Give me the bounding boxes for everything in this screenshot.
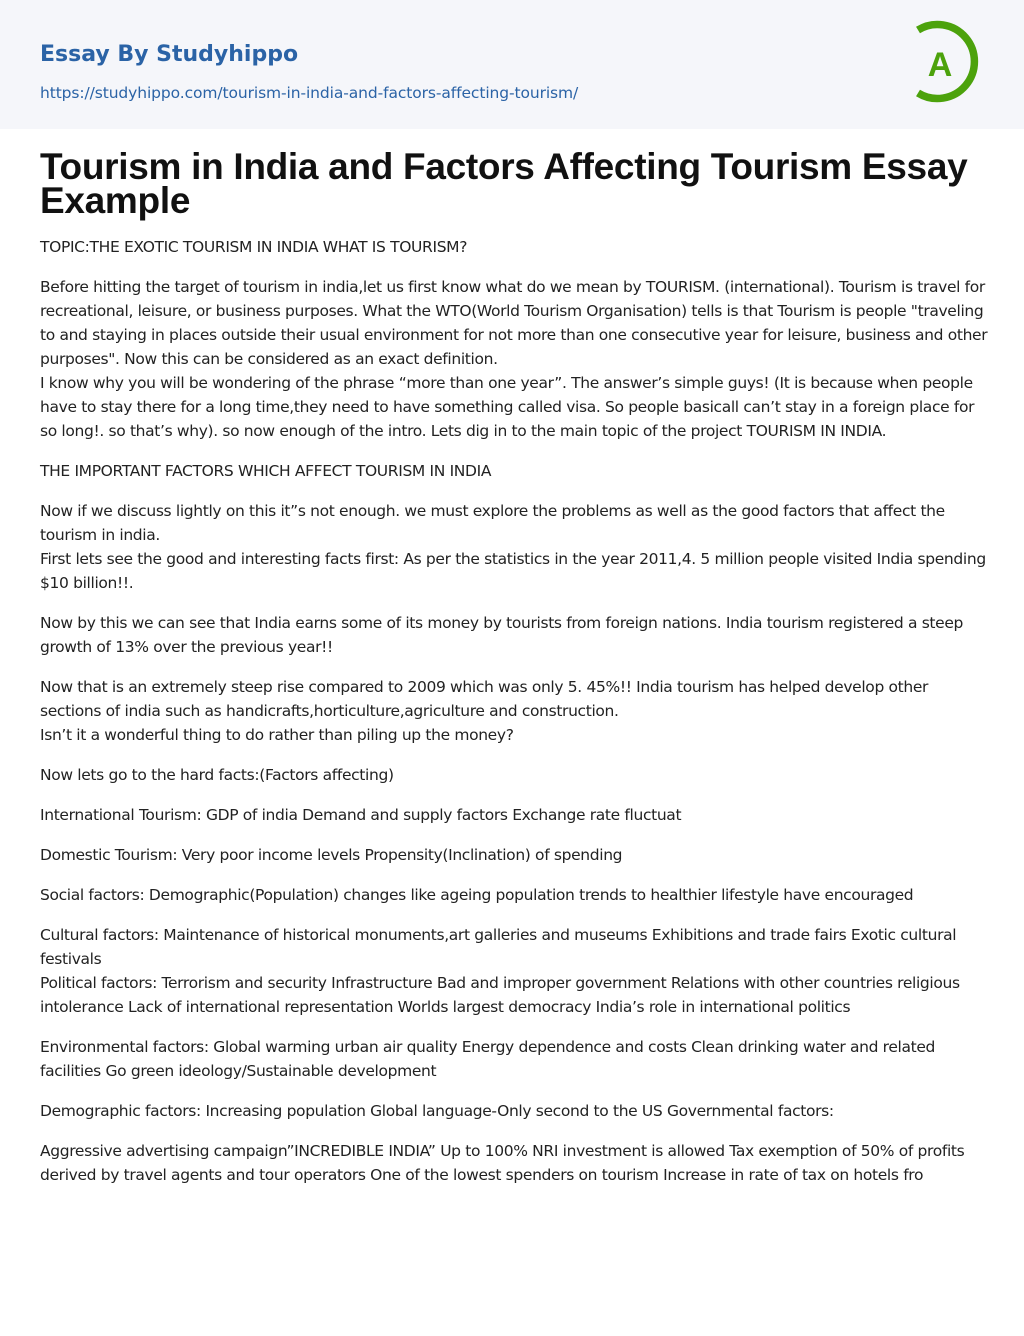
paragraph-line: Before hitting the target of tourism in india,let us first know what do we mean by TOURISM. (international). Tourism is travel for recreational, leisure, or business purposes. What the WTO(World Tourism Organisation) tells is that Tourism is people "traveling to and staying in places outside their usual environment for not more than one consecutive year for leisure, business and other purposes". Now this can be considered as an exact definition. — [40, 278, 988, 368]
paragraph-line: Cultural factors: Maintenance of historical monuments,art galleries and museums Exhibitions and trade fairs Exotic cultural festivals — [40, 926, 957, 968]
governmental-factors-paragraph — [40, 1139, 990, 1187]
paragraph-line: Environmental factors: Global warming urban air quality Energy dependence and costs Clean drinking water and related facilities Go green ideology/Sustainable development — [40, 1038, 936, 1080]
international-tourism-paragraph — [40, 803, 990, 827]
essay-title: Tourism in India and Factors Affecting Tourism Essay Example — [40, 146, 968, 221]
paragraph-line: Now by this we can see that India earns some of its money by tourists from foreign nations. India tourism registered a steep growth of 13% over the previous year!! — [40, 614, 964, 656]
earnings-paragraph — [40, 611, 990, 659]
demographic-factors-paragraph — [40, 1099, 990, 1123]
paragraph-line: Domestic Tourism: Very poor income levels Propensity(Inclination) of spending — [40, 846, 623, 864]
paragraph-line: I know why you will be wondering of the phrase “more than one year”. The answer’s simple guys! (It is because when people have to stay there for a long time,they need to have something called visa. So people basicall can’t stay in a foreign place for so long!. so that’s why). so now enough of the intro. Lets dig in to the main topic of the project TOURISM IN INDIA. — [40, 374, 975, 440]
paragraph-line: Now lets go to the hard facts:(Factors affecting) — [40, 766, 394, 784]
essay-content — [0, 146, 1024, 1187]
site-header — [0, 0, 1024, 129]
brand-title: Essay By Studyhippo — [40, 42, 299, 67]
paragraph-line: Social factors: Demographic(Population) changes like ageing population trends to healthier lifestyle have encouraged — [40, 886, 914, 904]
essay-body — [40, 235, 990, 1187]
studyhippo-logo-icon[interactable] — [912, 20, 986, 104]
domestic-tourism-paragraph — [40, 843, 990, 867]
environmental-factors-paragraph — [40, 1035, 990, 1083]
growth-paragraph — [40, 675, 990, 747]
factors-heading — [40, 459, 990, 483]
paragraph-line: Now if we discuss lightly on this it”s not enough. we must explore the problems as well as the good factors that affect the tourism in india. — [40, 502, 945, 544]
good-facts-paragraph — [40, 499, 990, 595]
paragraph-line: Now that is an extremely steep rise compared to 2009 which was only 5. 45%!! India tourism has helped develop other sections of india such as handicrafts,horticulture,agriculture and construction. — [40, 678, 929, 720]
paragraph-line: First lets see the good and interesting facts first: As per the statistics in the year 2011,4. 5 million people visited India spending $10 billion!!. — [40, 550, 986, 592]
cultural-political-paragraph — [40, 923, 990, 1019]
topic-heading — [40, 235, 990, 259]
source-url-link[interactable]: https://studyhippo.com/tourism-in-india-and-factors-affecting-tourism/ — [40, 84, 579, 102]
social-factors-paragraph — [40, 883, 990, 907]
paragraph-line: Demographic factors: Increasing population Global language-Only second to the US Governmental factors: — [40, 1102, 834, 1120]
paragraph-line: International Tourism: GDP of india Demand and supply factors Exchange rate fluctuat — [40, 806, 682, 824]
paragraph-line: Aggressive advertising campaign”INCREDIBLE INDIA” Up to 100% NRI investment is allowed Tax exemption of 50% of profits derived by travel agents and tour operators One of the lowest spenders on tourism Increase in rate of tax on hotels fro — [40, 1142, 965, 1184]
logo-letter: A — [927, 46, 953, 84]
paragraph-line: THE IMPORTANT FACTORS WHICH AFFECT TOURISM IN INDIA — [40, 462, 492, 480]
paragraph-line: TOPIC:THE EXOTIC TOURISM IN INDIA WHAT IS TOURISM? — [40, 238, 468, 256]
paragraph-line: Isn’t it a wonderful thing to do rather than piling up the money? — [40, 726, 514, 744]
hard-facts-paragraph — [40, 763, 990, 787]
intro-paragraph — [40, 275, 990, 443]
paragraph-line: Political factors: Terrorism and security Infrastructure Bad and improper government Relations with other countries religious intolerance Lack of international representation Worlds largest democracy India’s role in international politics — [40, 974, 960, 1016]
